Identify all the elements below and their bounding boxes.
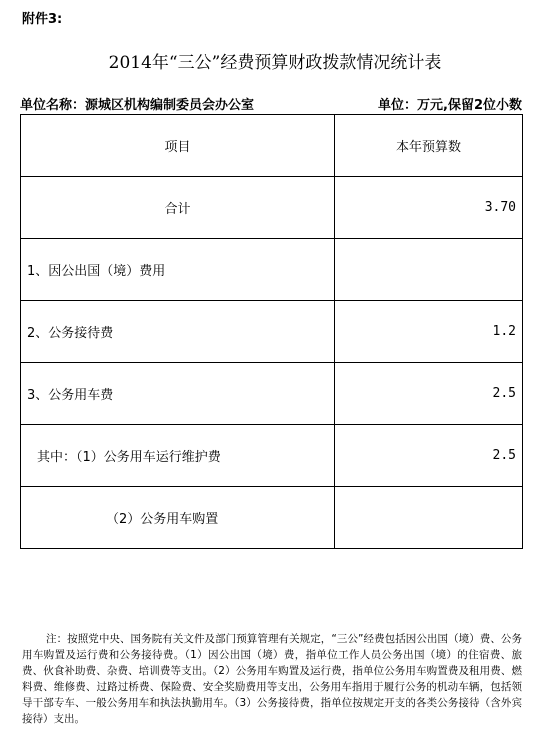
table-row (21, 425, 523, 487)
row-item-vehicle-purchase: （2）公务用车购置 (21, 487, 335, 549)
unit-measure: 单位：万元,保留2位小数 (378, 98, 522, 113)
table-row (21, 239, 523, 301)
page-title: 2014年“三公”经费预算财政拨款情况统计表 (108, 53, 442, 73)
row-item-vehicle: 3、公务用车费 (21, 363, 335, 425)
row-amount-total: 3.70 (335, 177, 523, 239)
table-header-row (21, 115, 523, 177)
unit-name: 单位名称：源城区机构编制委员会办公室 (20, 98, 255, 113)
header-item: 项目 (21, 115, 335, 177)
budget-table (20, 114, 523, 549)
row-amount-vehicle-operation: 2.5 (335, 425, 523, 487)
row-amount-reception: 1.2 (335, 301, 523, 363)
table-row (21, 363, 523, 425)
table-row (21, 177, 523, 239)
header-budget: 本年预算数 (335, 115, 523, 177)
row-item-overseas: 1、因公出国（境）费用 (21, 239, 335, 301)
row-item-vehicle-operation: 其中：（1）公务用车运行维护费 (21, 425, 335, 487)
row-amount-vehicle: 2.5 (335, 363, 523, 425)
attachment-label: 附件3: (22, 12, 63, 27)
row-item-reception: 2、公务接待费 (21, 301, 335, 363)
footnote: 注：按照党中央、国务院有关文件及部门预算管理有关规定，“三公”经费包括因公出国（境）费、公务用车购置及运行费和公务接待费。（1）因公出国（境）费，指单位工作人员公务出国（境）的住宿费、旅费、伙食补助费、杂费、培训费等支出。（2）公务用车购置及运行费，指单位公务用车购置费及租用费、燃料费、维修费、过路过桥费、保险费、安全奖励费用等支出，公务用车指用于履行公务的机动车辆，包括领导干部专车、一般公务用车和执法执勤用车。（3）公务接待费，指单位按规定开支的各类公务接待（含外宾接待）支出。 (22, 633, 522, 725)
row-item-total: 合计 (21, 177, 335, 239)
row-amount-overseas (335, 239, 523, 301)
row-amount-vehicle-purchase (335, 487, 523, 549)
table-row (21, 301, 523, 363)
table-row (21, 487, 523, 549)
